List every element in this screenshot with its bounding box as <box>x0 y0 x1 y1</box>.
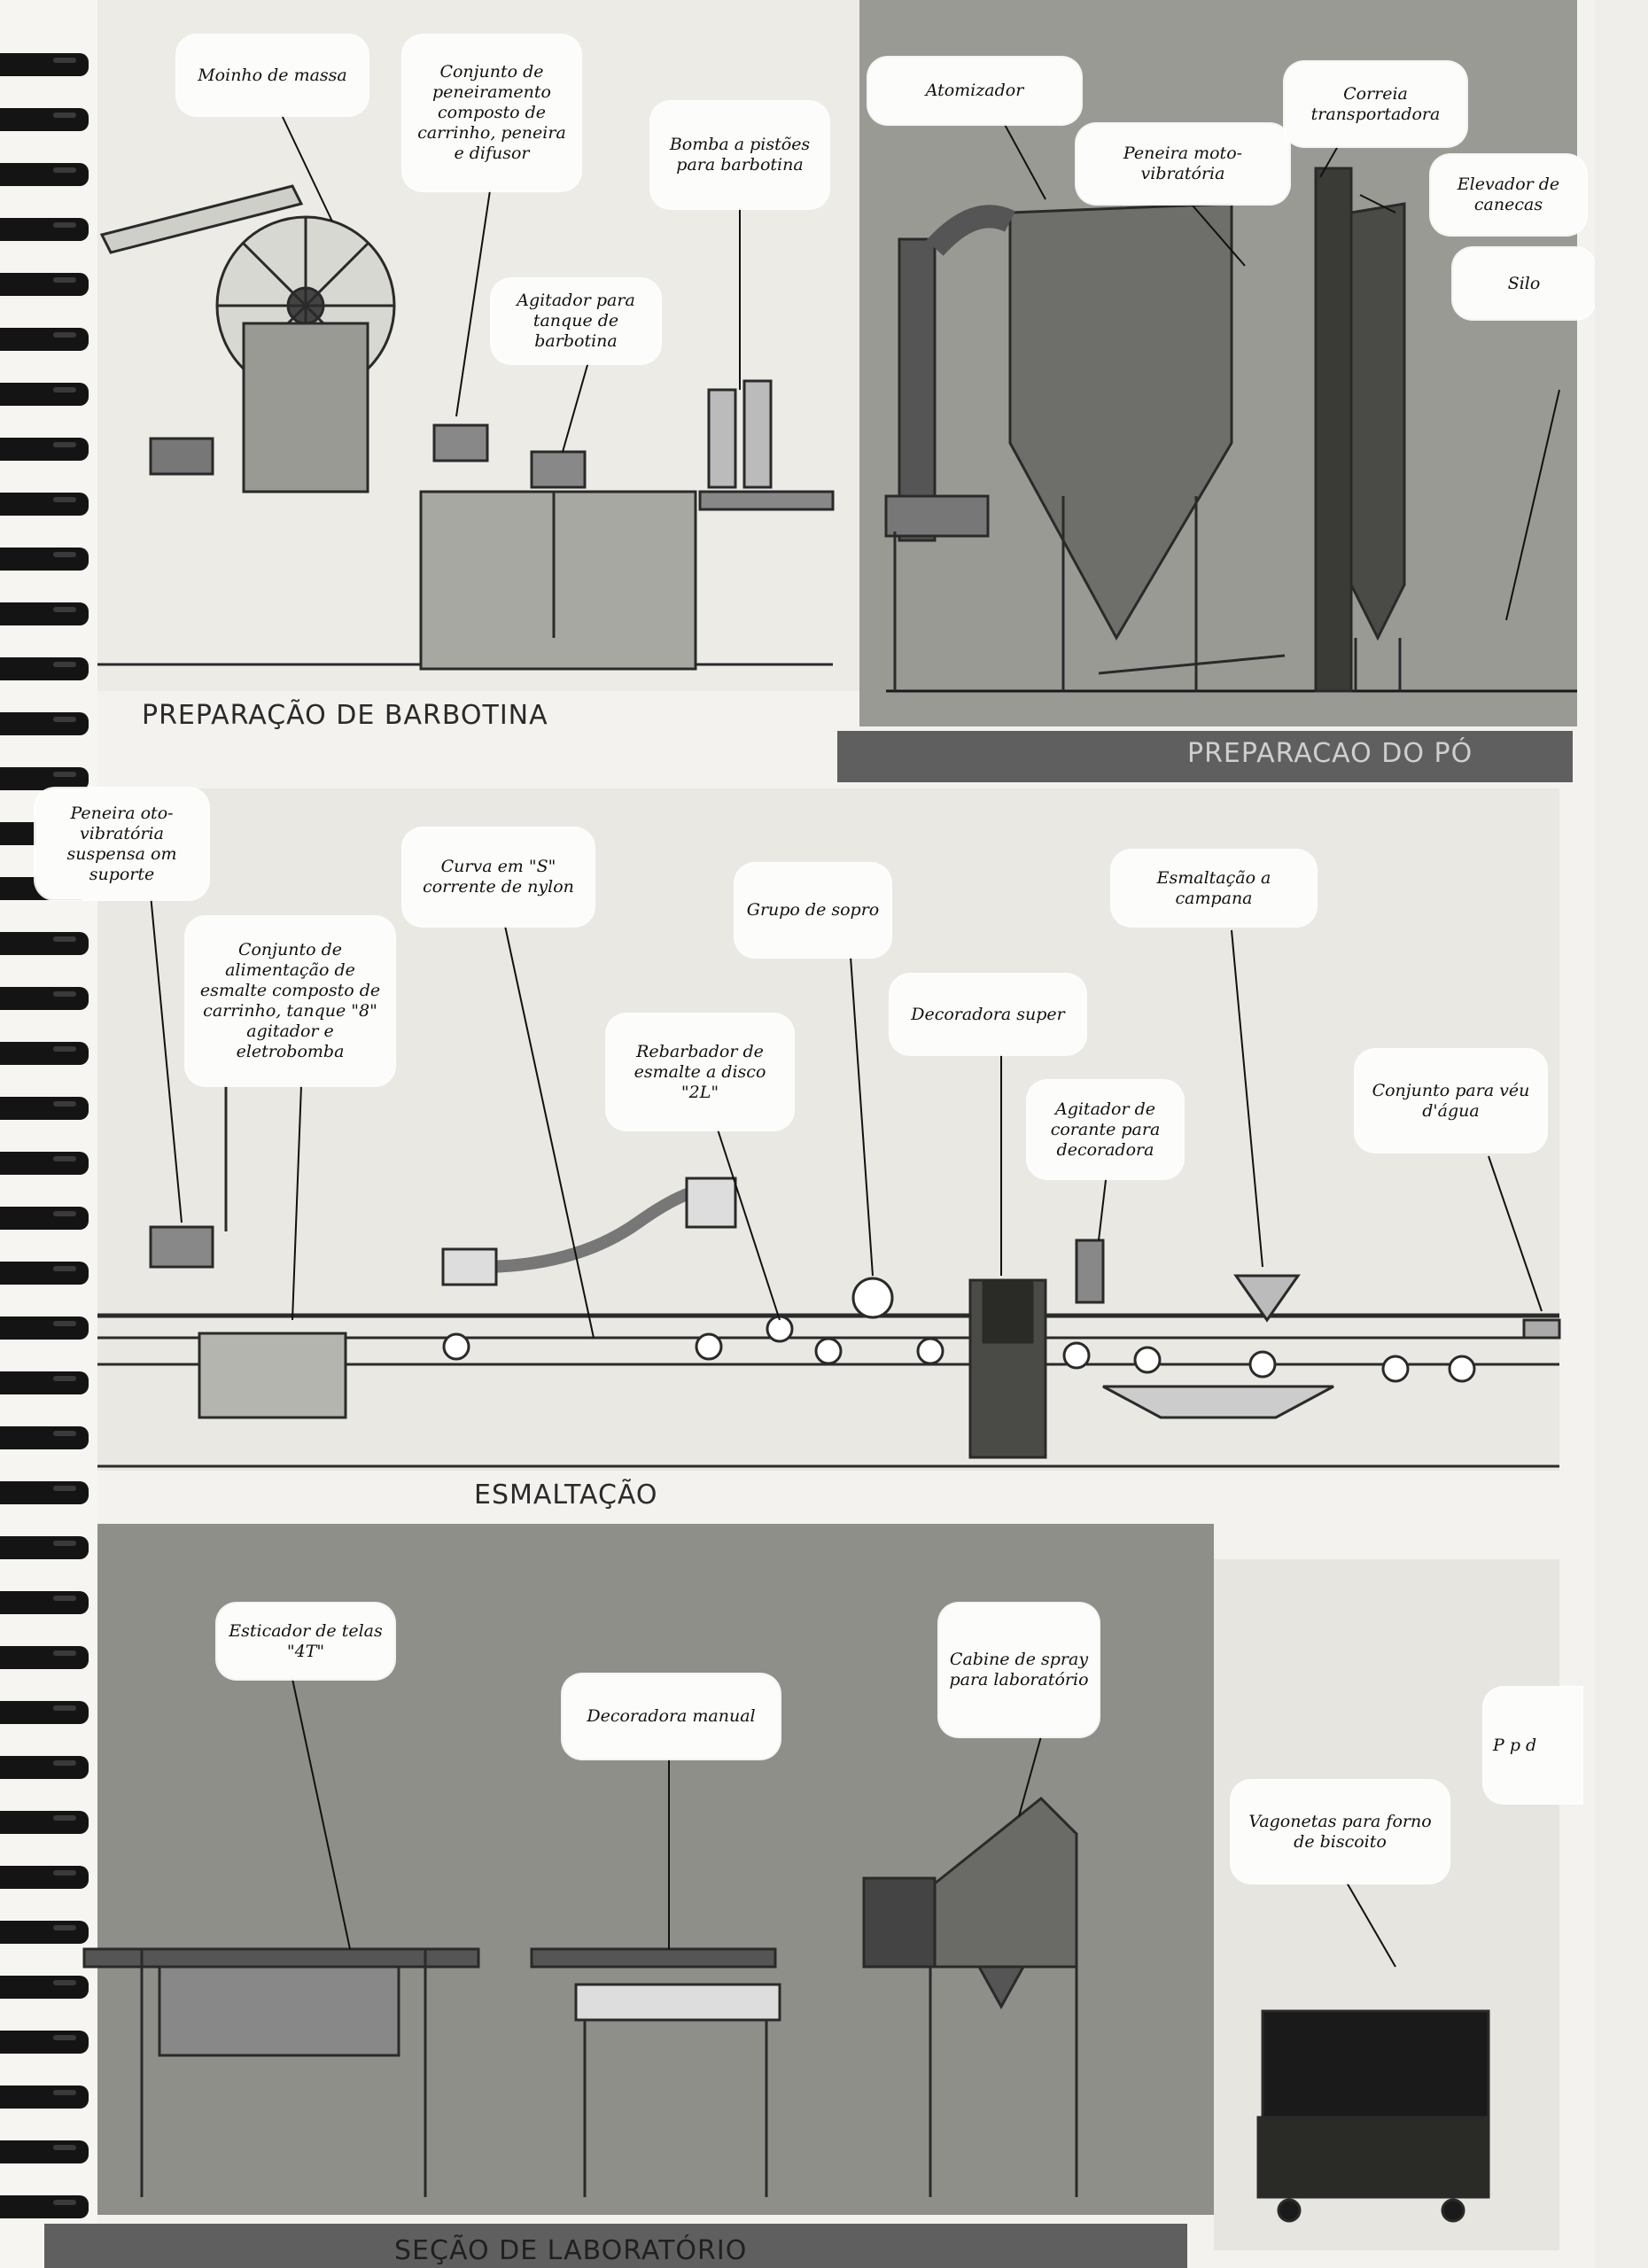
label-vagonetas: Vagonetas para forno de biscoito <box>1232 1781 1449 1883</box>
label-esmaltacao-campana: Esmaltação a campana <box>1112 850 1316 926</box>
label-correia: Correia transportadora <box>1285 62 1466 146</box>
label-veu-dagua: Conjunto para véu d'água <box>1356 1050 1546 1152</box>
section-title-po: PREPARACAO DO PÓ <box>1187 738 1473 769</box>
label-silo: Silo <box>1453 248 1595 319</box>
label-curva-s: Curva em "S" corrente de nylon <box>403 828 594 926</box>
section-title-esmaltacao: ESMALTAÇÃO <box>474 1480 658 1511</box>
label-decoradora-manual: Decoradora manual <box>563 1674 780 1759</box>
label-esticador: Esticador de telas "4T" <box>217 1604 394 1679</box>
label-cabine-spray: Cabine de spray para laboratório <box>939 1604 1099 1736</box>
section-title-barbotina: PREPARAÇÃO DE BARBOTINA <box>142 700 548 731</box>
page-edge <box>1595 0 1648 2268</box>
label-decoradora-super: Decoradora super <box>890 975 1085 1054</box>
label-atomizador: Atomizador <box>868 58 1081 124</box>
label-grupo-sopro: Grupo de sopro <box>735 864 890 957</box>
label-bomba: Bomba a pistões para barbotina <box>651 102 828 208</box>
label-agitador-corante: Agitador de corante para decoradora <box>1028 1081 1183 1178</box>
label-cut-off: P p d <box>1484 1688 1582 1803</box>
label-peneira-suspensa: Peneira oto-vibratória suspensa om suporte <box>35 788 208 899</box>
section-title-laboratorio: SEÇÃO DE LABORATÓRIO <box>394 2235 748 2266</box>
label-alimentacao-esmalte: Conjunto de alimentação de esmalte composto de carrinho, tanque "8" agitador e eletrobomba <box>186 917 394 1085</box>
label-moinho: Moinho de massa <box>177 35 368 115</box>
label-agitador: Agitador para tanque de barbotina <box>492 279 660 363</box>
label-peneira-moto-vibratoria: Peneira moto-vibratória <box>1077 124 1289 204</box>
label-rebarbador: Rebarbador de esmalte a disco "2L" <box>607 1014 793 1130</box>
label-peneiramento: Conjunto de peneiramento composto de carrinho, peneira e difusor <box>403 35 580 190</box>
label-elevador: Elevador de canecas <box>1431 155 1586 235</box>
